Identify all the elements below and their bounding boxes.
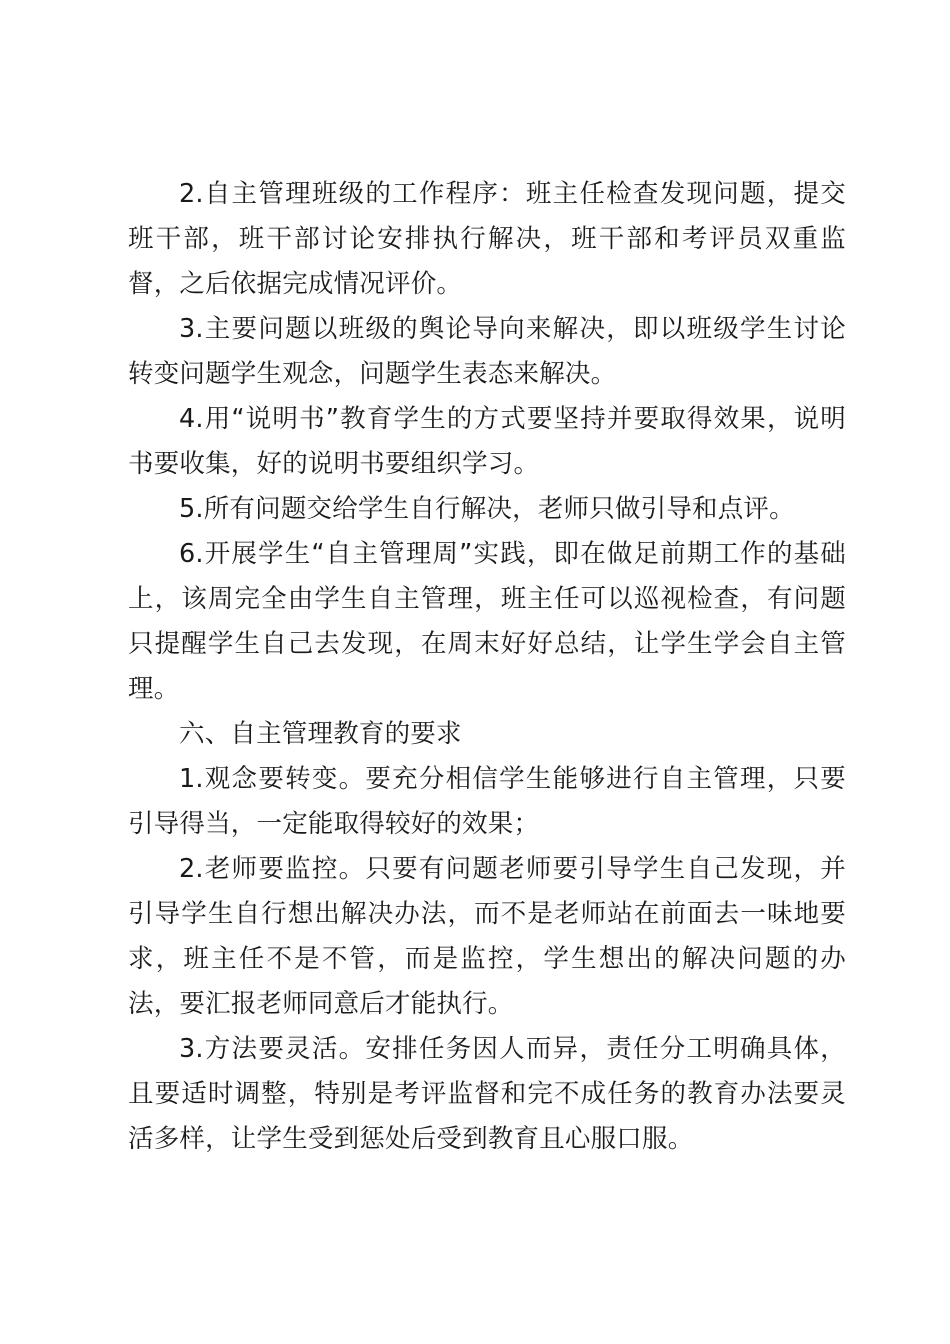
document-body <box>128 172 846 1162</box>
paragraph-self-management-week: 6.开展学生“自主管理周”实践，即在做足前期工作的基础上，该周完全由学生自主管理，班主任可以巡视检查，有问题只提醒学生自己去发现，在周末好好总结，让学生学会自主管理。 <box>128 539 846 704</box>
paragraph-teacher-monitor: 2.老师要监控。只要有问题老师要引导学生自己发现，并引导学生自行想出解决办法，而不是老师站在前面去一味地要求，班主任不是不管，而是监控，学生想出的解决问题的办法，要汇报老师同意后才能执行。 <box>128 854 846 1019</box>
paragraph-change-concept: 1.观念要转变。要充分相信学生能够进行自主管理，只要引导得当，一定能取得较好的效果； <box>128 764 846 839</box>
paragraph-flexible-methods: 3.方法要灵活。安排任务因人而异，责任分工明确具体，且要适时调整，特别是考评监督和完不成任务的教育办法要灵活多样，让学生受到惩处后受到教育且心服口服。 <box>128 1034 846 1154</box>
paragraph-work-procedure: 2.自主管理班级的工作程序：班主任检查发现问题，提交班干部，班干部讨论安排执行解决，班干部和考评员双重监督，之后依据完成情况评价。 <box>128 179 846 299</box>
paragraph-instruction-book: 4.用“说明书”教育学生的方式要坚持并要取得效果，说明书要收集，好的说明书要组织学习。 <box>128 404 846 479</box>
paragraph-public-opinion: 3.主要问题以班级的舆论导向来解决，即以班级学生讨论转变问题学生观念，问题学生表态来解决。 <box>128 314 846 389</box>
paragraph-self-resolve: 5.所有问题交给学生自行解决，老师只做引导和点评。 <box>179 494 795 524</box>
section-heading-requirements: 六、自主管理教育的要求 <box>179 719 462 749</box>
